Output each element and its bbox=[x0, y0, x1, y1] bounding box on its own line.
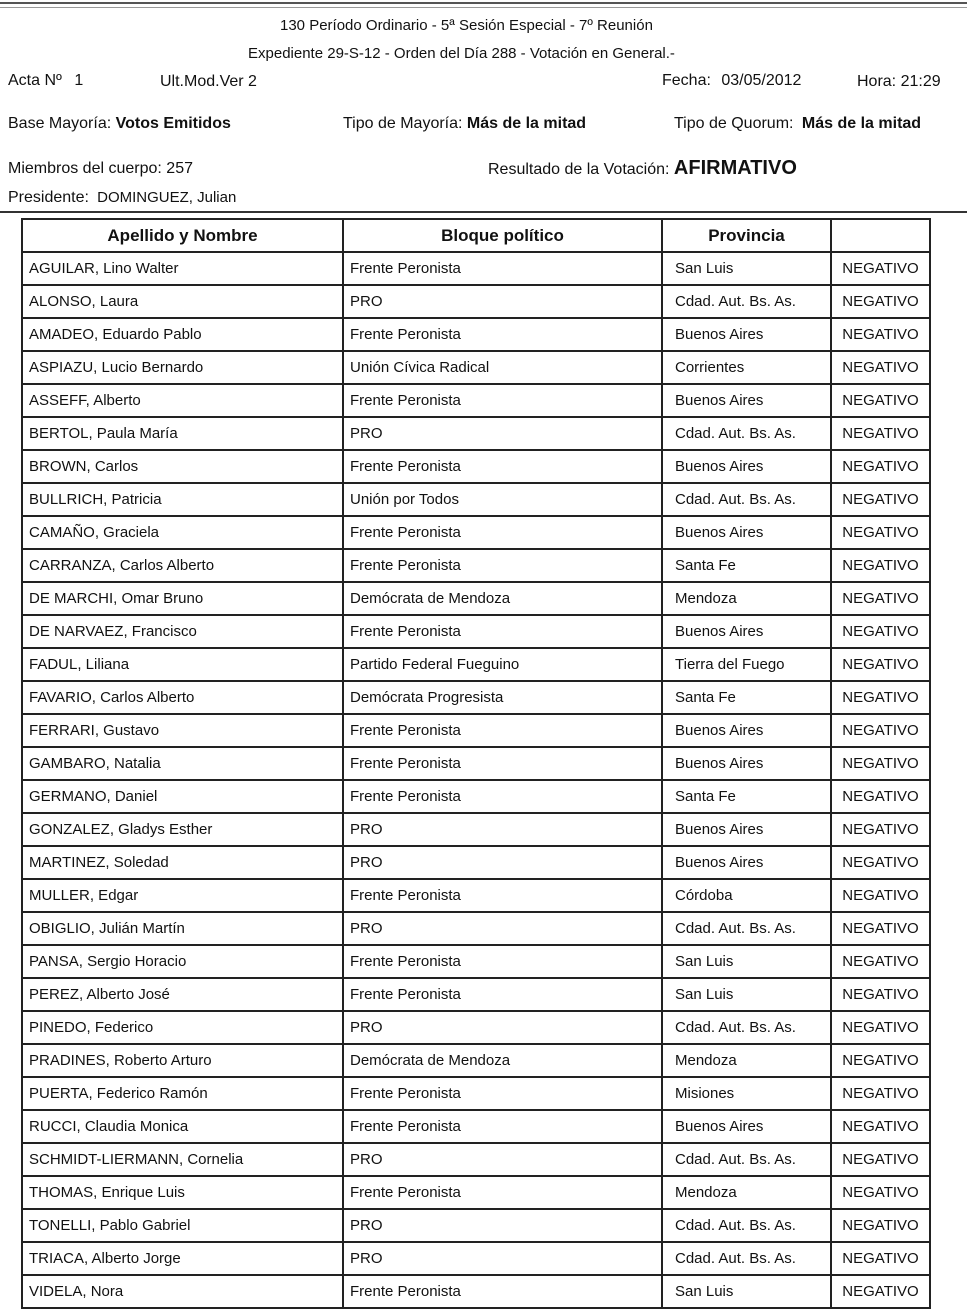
cell-vote: NEGATIVO bbox=[831, 285, 930, 318]
cell-bloque: PRO bbox=[343, 417, 662, 450]
acta-label: Acta Nº bbox=[8, 72, 62, 89]
cell-provincia: Buenos Aires bbox=[662, 813, 831, 846]
cell-name: GERMANO, Daniel bbox=[22, 780, 343, 813]
cell-bloque: PRO bbox=[343, 1011, 662, 1044]
cell-name: SCHMIDT-LIERMANN, Cornelia bbox=[22, 1143, 343, 1176]
tipo-mayoria-label: Tipo de Mayoría: bbox=[343, 115, 463, 132]
cell-bloque: PRO bbox=[343, 912, 662, 945]
table-row bbox=[22, 1176, 930, 1209]
resultado-value: AFIRMATIVO bbox=[673, 157, 797, 179]
base-mayoria bbox=[8, 115, 231, 133]
cell-provincia: Cdad. Aut. Bs. As. bbox=[662, 1242, 831, 1275]
cell-provincia: Cdad. Aut. Bs. As. bbox=[662, 285, 831, 318]
table-row bbox=[22, 549, 930, 582]
table-row bbox=[22, 417, 930, 450]
cell-bloque: Frente Peronista bbox=[343, 549, 662, 582]
cell-name: AMADEO, Eduardo Pablo bbox=[22, 318, 343, 351]
cell-name: VIDELA, Nora bbox=[22, 1275, 343, 1308]
cell-bloque: PRO bbox=[343, 1209, 662, 1242]
column-header-vote bbox=[831, 219, 930, 252]
cell-bloque: Frente Peronista bbox=[343, 1110, 662, 1143]
cell-bloque: Frente Peronista bbox=[343, 879, 662, 912]
hora-value: 21:29 bbox=[900, 73, 941, 90]
column-header-bloque: Bloque político bbox=[343, 219, 662, 252]
table-row bbox=[22, 813, 930, 846]
header-divider bbox=[0, 211, 967, 213]
cell-provincia: Mendoza bbox=[662, 1176, 831, 1209]
cell-vote: NEGATIVO bbox=[831, 384, 930, 417]
cell-name: CARRANZA, Carlos Alberto bbox=[22, 549, 343, 582]
cell-provincia: Mendoza bbox=[662, 582, 831, 615]
tipo-mayoria bbox=[343, 115, 586, 133]
cell-name: THOMAS, Enrique Luis bbox=[22, 1176, 343, 1209]
table-row bbox=[22, 1110, 930, 1143]
cell-provincia: San Luis bbox=[662, 945, 831, 978]
table-row bbox=[22, 714, 930, 747]
table-row bbox=[22, 978, 930, 1011]
tipo-quorum-label: Tipo de Quorum: bbox=[674, 115, 794, 132]
cell-name: OBIGLIO, Julián Martín bbox=[22, 912, 343, 945]
cell-provincia: Cdad. Aut. Bs. As. bbox=[662, 912, 831, 945]
table-row bbox=[22, 747, 930, 780]
cell-bloque: Unión por Todos bbox=[343, 483, 662, 516]
cell-provincia: Buenos Aires bbox=[662, 747, 831, 780]
miembros-value: 257 bbox=[166, 160, 193, 177]
table-row bbox=[22, 615, 930, 648]
cell-vote: NEGATIVO bbox=[831, 450, 930, 483]
cell-bloque: Demócrata Progresista bbox=[343, 681, 662, 714]
cell-vote: NEGATIVO bbox=[831, 252, 930, 285]
cell-provincia: Cdad. Aut. Bs. As. bbox=[662, 1143, 831, 1176]
cell-vote: NEGATIVO bbox=[831, 912, 930, 945]
hora bbox=[857, 73, 941, 91]
cell-name: ALONSO, Laura bbox=[22, 285, 343, 318]
cell-vote: NEGATIVO bbox=[831, 615, 930, 648]
votes-table bbox=[21, 218, 931, 1309]
cell-name: FAVARIO, Carlos Alberto bbox=[22, 681, 343, 714]
cell-name: PRADINES, Roberto Arturo bbox=[22, 1044, 343, 1077]
expediente-title: Expediente 29-S-12 - Orden del Día 288 - Votación en General.- bbox=[248, 45, 675, 62]
cell-provincia: Córdoba bbox=[662, 879, 831, 912]
table-row bbox=[22, 1275, 930, 1308]
cell-name: GONZALEZ, Gladys Esther bbox=[22, 813, 343, 846]
cell-name: DE NARVAEZ, Francisco bbox=[22, 615, 343, 648]
cell-bloque: Frente Peronista bbox=[343, 1275, 662, 1308]
cell-bloque: PRO bbox=[343, 1242, 662, 1275]
cell-vote: NEGATIVO bbox=[831, 879, 930, 912]
cell-vote: NEGATIVO bbox=[831, 417, 930, 450]
cell-vote: NEGATIVO bbox=[831, 747, 930, 780]
cell-bloque: PRO bbox=[343, 1143, 662, 1176]
table-row bbox=[22, 516, 930, 549]
cell-name: PEREZ, Alberto José bbox=[22, 978, 343, 1011]
cell-name: BROWN, Carlos bbox=[22, 450, 343, 483]
table-row bbox=[22, 483, 930, 516]
cell-bloque: Frente Peronista bbox=[343, 252, 662, 285]
table-row bbox=[22, 252, 930, 285]
cell-name: PUERTA, Federico Ramón bbox=[22, 1077, 343, 1110]
cell-name: FERRARI, Gustavo bbox=[22, 714, 343, 747]
cell-vote: NEGATIVO bbox=[831, 1011, 930, 1044]
cell-name: DE MARCHI, Omar Bruno bbox=[22, 582, 343, 615]
cell-provincia: Buenos Aires bbox=[662, 1110, 831, 1143]
acta-number bbox=[8, 72, 83, 90]
cell-bloque: Frente Peronista bbox=[343, 747, 662, 780]
table-row bbox=[22, 1077, 930, 1110]
cell-vote: NEGATIVO bbox=[831, 1275, 930, 1308]
cell-bloque: Frente Peronista bbox=[343, 945, 662, 978]
cell-bloque: Frente Peronista bbox=[343, 384, 662, 417]
cell-provincia: Mendoza bbox=[662, 1044, 831, 1077]
cell-provincia: Buenos Aires bbox=[662, 714, 831, 747]
cell-name: ASPIAZU, Lucio Bernardo bbox=[22, 351, 343, 384]
cell-provincia: Cdad. Aut. Bs. As. bbox=[662, 1209, 831, 1242]
cell-vote: NEGATIVO bbox=[831, 351, 930, 384]
cell-bloque: Frente Peronista bbox=[343, 1176, 662, 1209]
cell-vote: NEGATIVO bbox=[831, 813, 930, 846]
table-body bbox=[22, 252, 930, 1308]
cell-name: BULLRICH, Patricia bbox=[22, 483, 343, 516]
table-row bbox=[22, 351, 930, 384]
cell-bloque: PRO bbox=[343, 813, 662, 846]
table-row bbox=[22, 450, 930, 483]
cell-name: BERTOL, Paula María bbox=[22, 417, 343, 450]
cell-bloque: Demócrata de Mendoza bbox=[343, 1044, 662, 1077]
table-row bbox=[22, 1242, 930, 1275]
cell-provincia: Buenos Aires bbox=[662, 450, 831, 483]
cell-provincia: Misiones bbox=[662, 1077, 831, 1110]
cell-provincia: Tierra del Fuego bbox=[662, 648, 831, 681]
cell-bloque: Frente Peronista bbox=[343, 450, 662, 483]
cell-vote: NEGATIVO bbox=[831, 1176, 930, 1209]
cell-name: MULLER, Edgar bbox=[22, 879, 343, 912]
cell-provincia: Cdad. Aut. Bs. As. bbox=[662, 417, 831, 450]
cell-bloque: Frente Peronista bbox=[343, 1077, 662, 1110]
cell-provincia: Santa Fe bbox=[662, 549, 831, 582]
cell-vote: NEGATIVO bbox=[831, 978, 930, 1011]
cell-vote: NEGATIVO bbox=[831, 1143, 930, 1176]
table-row bbox=[22, 318, 930, 351]
fecha-value: 03/05/2012 bbox=[721, 72, 802, 89]
cell-vote: NEGATIVO bbox=[831, 318, 930, 351]
cell-name: FADUL, Liliana bbox=[22, 648, 343, 681]
base-label: Base Mayoría: bbox=[8, 115, 112, 132]
tipo-mayoria-value: Más de la mitad bbox=[466, 115, 587, 132]
table-row bbox=[22, 1209, 930, 1242]
cell-provincia: Buenos Aires bbox=[662, 384, 831, 417]
cell-name: CAMAÑO, Graciela bbox=[22, 516, 343, 549]
fecha-label: Fecha: bbox=[662, 72, 711, 89]
cell-name: TONELLI, Pablo Gabriel bbox=[22, 1209, 343, 1242]
fecha bbox=[662, 72, 801, 90]
cell-provincia: Santa Fe bbox=[662, 780, 831, 813]
tipo-quorum-value: Más de la mitad bbox=[801, 115, 922, 132]
resultado-label: Resultado de la Votación: bbox=[488, 161, 670, 178]
cell-name: RUCCI, Claudia Monica bbox=[22, 1110, 343, 1143]
cell-vote: NEGATIVO bbox=[831, 945, 930, 978]
cell-bloque: PRO bbox=[343, 846, 662, 879]
table-row bbox=[22, 384, 930, 417]
cell-vote: NEGATIVO bbox=[831, 1209, 930, 1242]
version-label: Ult.Mod.Ver 2 bbox=[160, 73, 257, 90]
cell-name: PINEDO, Federico bbox=[22, 1011, 343, 1044]
table-row bbox=[22, 912, 930, 945]
table-row bbox=[22, 846, 930, 879]
session-title: 130 Período Ordinario - 5ª Sesión Especial - 7º Reunión bbox=[280, 17, 653, 34]
cell-bloque: Demócrata de Mendoza bbox=[343, 582, 662, 615]
miembros-label: Miembros del cuerpo: bbox=[8, 160, 162, 177]
presidente-value: DOMINGUEZ, Julian bbox=[97, 189, 237, 206]
cell-provincia: San Luis bbox=[662, 252, 831, 285]
column-header-provincia: Provincia bbox=[662, 219, 831, 252]
presidente-label: Presidente: bbox=[8, 189, 89, 206]
table-row bbox=[22, 582, 930, 615]
table-row bbox=[22, 780, 930, 813]
table-header-row bbox=[22, 219, 930, 252]
acta-value: 1 bbox=[74, 72, 84, 89]
cell-provincia: Buenos Aires bbox=[662, 516, 831, 549]
cell-bloque: PRO bbox=[343, 285, 662, 318]
cell-name: MARTINEZ, Soledad bbox=[22, 846, 343, 879]
cell-bloque: Frente Peronista bbox=[343, 516, 662, 549]
cell-vote: NEGATIVO bbox=[831, 549, 930, 582]
cell-provincia: San Luis bbox=[662, 978, 831, 1011]
table-row bbox=[22, 945, 930, 978]
cell-name: AGUILAR, Lino Walter bbox=[22, 252, 343, 285]
cell-vote: NEGATIVO bbox=[831, 516, 930, 549]
presidente bbox=[8, 189, 236, 207]
column-header-name: Apellido y Nombre bbox=[22, 219, 343, 252]
cell-provincia: San Luis bbox=[662, 1275, 831, 1308]
cell-provincia: Buenos Aires bbox=[662, 318, 831, 351]
table-row bbox=[22, 1011, 930, 1044]
cell-vote: NEGATIVO bbox=[831, 1044, 930, 1077]
tipo-quorum bbox=[674, 115, 921, 133]
cell-bloque: Unión Cívica Radical bbox=[343, 351, 662, 384]
cell-bloque: Frente Peronista bbox=[343, 978, 662, 1011]
cell-vote: NEGATIVO bbox=[831, 582, 930, 615]
resultado bbox=[488, 157, 797, 180]
table-row bbox=[22, 879, 930, 912]
cell-bloque: Frente Peronista bbox=[343, 318, 662, 351]
cell-bloque: Frente Peronista bbox=[343, 780, 662, 813]
cell-name: ASSEFF, Alberto bbox=[22, 384, 343, 417]
cell-vote: NEGATIVO bbox=[831, 1110, 930, 1143]
cell-name: GAMBARO, Natalia bbox=[22, 747, 343, 780]
table-row bbox=[22, 1044, 930, 1077]
top-rule bbox=[0, 2, 967, 8]
cell-provincia: Cdad. Aut. Bs. As. bbox=[662, 1011, 831, 1044]
cell-vote: NEGATIVO bbox=[831, 483, 930, 516]
table-row bbox=[22, 1143, 930, 1176]
cell-bloque: Frente Peronista bbox=[343, 615, 662, 648]
cell-vote: NEGATIVO bbox=[831, 846, 930, 879]
table-row bbox=[22, 648, 930, 681]
cell-name: TRIACA, Alberto Jorge bbox=[22, 1242, 343, 1275]
cell-name: PANSA, Sergio Horacio bbox=[22, 945, 343, 978]
cell-vote: NEGATIVO bbox=[831, 648, 930, 681]
cell-vote: NEGATIVO bbox=[831, 714, 930, 747]
table-row bbox=[22, 681, 930, 714]
cell-vote: NEGATIVO bbox=[831, 780, 930, 813]
base-value: Votos Emitidos bbox=[115, 115, 231, 132]
cell-provincia: Santa Fe bbox=[662, 681, 831, 714]
hora-label: Hora: bbox=[857, 73, 897, 90]
cell-vote: NEGATIVO bbox=[831, 1077, 930, 1110]
cell-provincia: Corrientes bbox=[662, 351, 831, 384]
cell-provincia: Cdad. Aut. Bs. As. bbox=[662, 483, 831, 516]
cell-bloque: Partido Federal Fueguino bbox=[343, 648, 662, 681]
table-row bbox=[22, 285, 930, 318]
cell-bloque: Frente Peronista bbox=[343, 714, 662, 747]
cell-vote: NEGATIVO bbox=[831, 681, 930, 714]
miembros-cuerpo bbox=[8, 160, 193, 178]
cell-provincia: Buenos Aires bbox=[662, 846, 831, 879]
cell-provincia: Buenos Aires bbox=[662, 615, 831, 648]
cell-vote: NEGATIVO bbox=[831, 1242, 930, 1275]
